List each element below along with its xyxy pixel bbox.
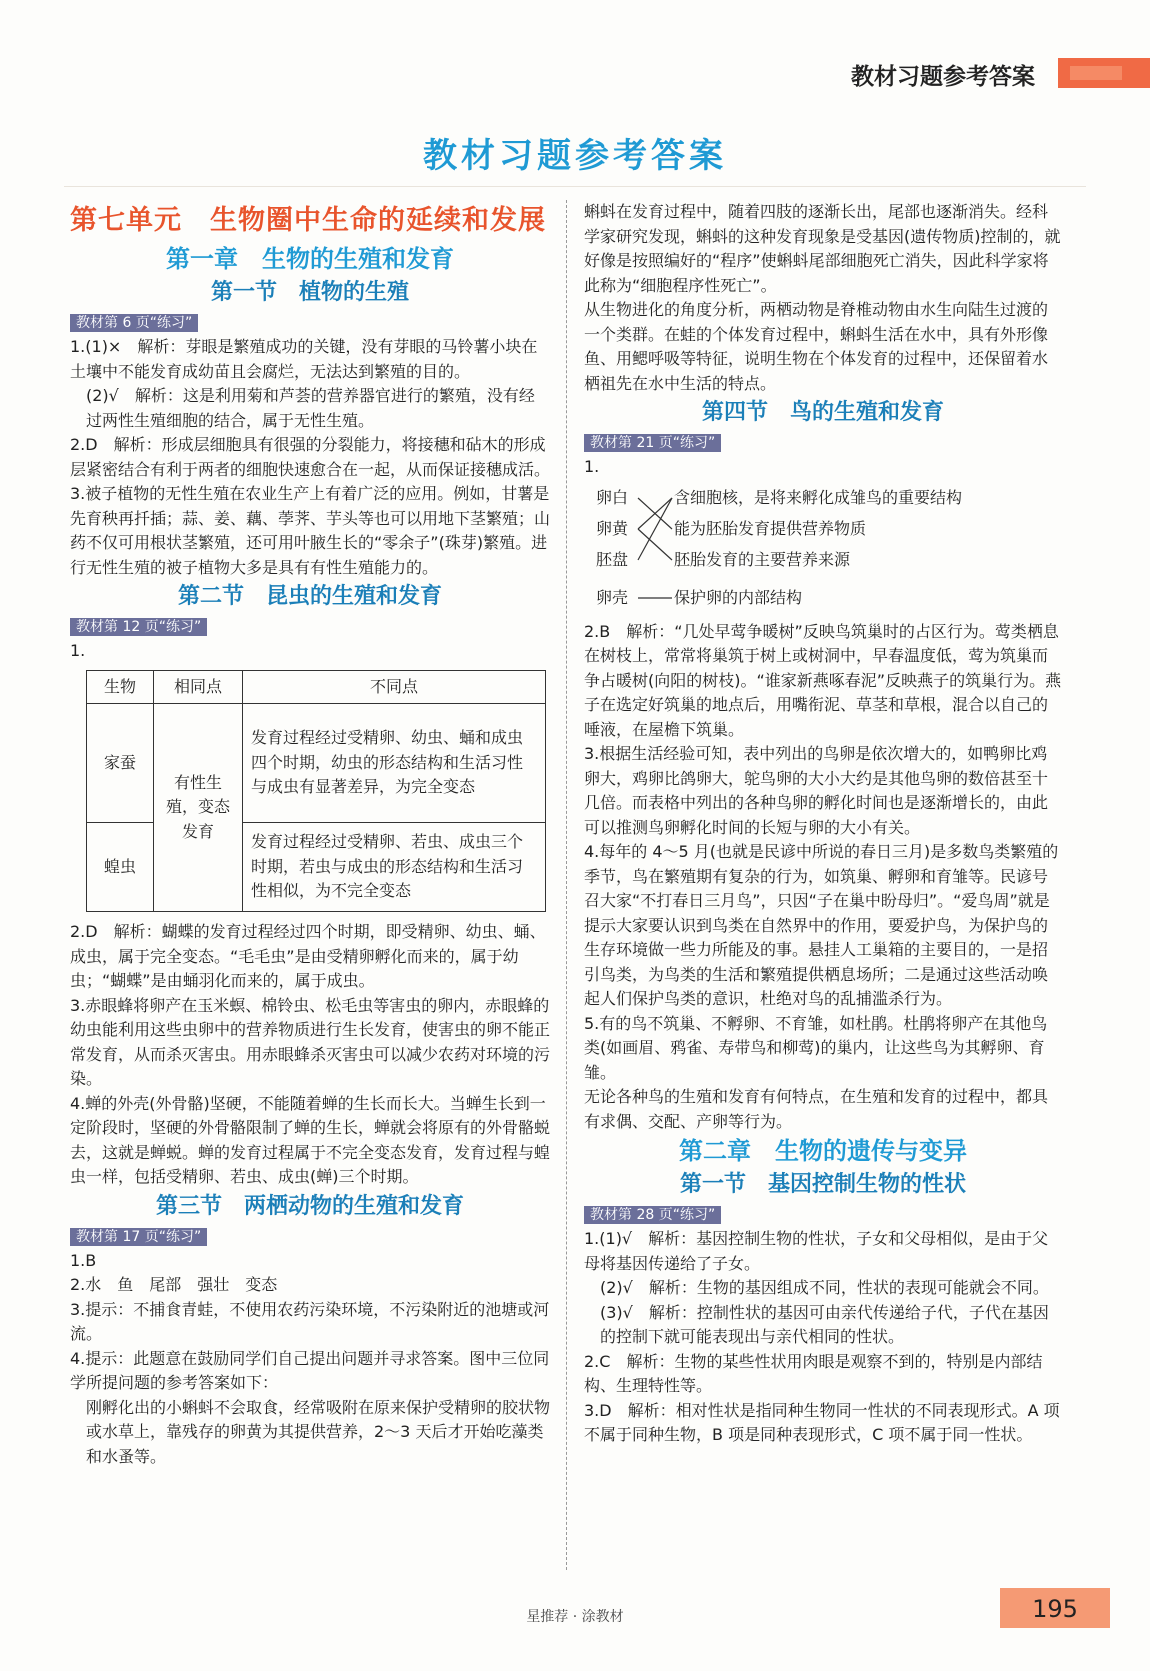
matching-diagram [596,486,1062,614]
table-header-cell: 生物 [87,670,154,704]
table-cell: 发育过程经过受精卵、幼虫、蛹和成虫四个时期，幼虫的形态结构和生活习性与成虫有显著差异，为完全变态 [243,704,546,823]
answer-item: (3)√ 解析：控制性状的基因可由亲代传递给子代，子代在基因的控制下就可能表现出与亲代相同的性状。 [600,1302,1049,1346]
answer-item: (2)√ 解析：生物的基因组成不同，性状的表现可能就会不同。 [600,1278,1049,1297]
answer-item: 4.提示：此题意在鼓励同学们自己提出问题并寻求答案。图中三位同学所提问题的参考答案如下： [70,1348,550,1392]
header-label: 教材习题参考答案 [851,64,1035,90]
exercise-tag: 教材第 12 页“练习” [70,618,207,636]
answer-item: 3.D 解析：相对性状是指同种生物同一性状的不同表现形式。A 项不属于同种生物，B 项是同种表现形式，C 项不属于同一性状。 [584,1400,1060,1444]
answer-item: 2.C 解析：生物的某些性状用肉眼是观察不到的，特别是内部结构、生理特性等。 [584,1351,1043,1395]
answer-item: 1.(1)× 解析：芽眼是繁殖成功的关键，没有芽眼的马铃薯小块在土壤中不能发育成幼苗且会腐烂，无法达到繁殖的目的。 [70,337,538,381]
match-right: 胚胎发育的主要营养来源 [674,549,851,569]
table-header-row [87,670,546,704]
exercise-tag: 教材第 6 页“练习” [70,314,198,332]
table-header-cell: 不同点 [243,670,546,704]
answer-item: 2.D 解析：蝴蝶的发育过程经过四个时期，即受精卵、幼虫、蛹、成虫，属于完全变态。“毛毛虫”是由受精卵孵化而来的，属于幼虫；“蝴蝶”是由蛹羽化而来的，属于成虫。 [70,922,546,990]
match-left: 卵壳 [596,587,629,607]
comparison-table [86,670,546,913]
unit-heading: 第七单元 生物圈中生命的延续和发展 [70,205,546,236]
answer-item: 刚孵化出的小蝌蚪不会取食，经常吸附在原来保护受精卵的胶状物或水草上，靠残存的卵黄为其提供营养，2～3 天后才开始吃藻类和水蚤等。 [86,1397,551,1466]
match-left: 胚盘 [596,549,629,569]
table-cell: 有性生殖，变态发育 [154,704,243,912]
matching-lines [636,486,676,614]
answer-item: 2.水 鱼 尾部 强壮 变态 [70,1275,278,1294]
answer-item: 4.蝉的外壳(外骨骼)坚硬，不能随着蝉的生长而长大。当蝉生长到一定阶段时，坚硬的外骨骼限制了蝉的生长，蝉就会将原有的外骨骼蜕去，这就是蝉蜕。蝉的发育过程属于不完全变态发育，发育过程与蝗虫一样，包括受精卵、若虫、成虫(蝉)三个时期。 [70,1093,551,1186]
column-divider [566,200,567,1570]
section-heading: 第四节 鸟的生殖和发育 [701,400,944,425]
answer-item: 3.根据生活经验可知，表中列出的鸟卵是依次增大的，如鸭卵比鸡卵大，鸡卵比鸽卵大，鸵鸟卵的大小大约是其他鸟卵的数倍甚至十几倍。而表格中列出的各种鸟卵的孵化时间也是逐渐增长的，由此可以推测鸟卵孵化时间的长短与卵的大小有关。 [584,744,1049,837]
answer-item: 2.B 解析：“几处早莺争暖树”反映鸟筑巢时的占区行为。莺类栖息在树枝上，常常将巢筑于树上或树洞中，早春温度低，莺为筑巢而争占暖树(向阳的树枝)。“谁家新燕啄春泥”反映燕子的筑巢行为。燕子在选定好筑巢的地点后，用嘴衔泥、草茎和草根，混合以自己的唾液，在屋檐下筑巢。 [584,621,1062,739]
match-right: 能为胚胎发育提供营养物质 [674,518,867,538]
match-right: 保护卵的内部结构 [674,587,803,607]
right-column [584,200,1062,1448]
answer-item: (2)√ 解析：这是利用菊和芦荟的营养器官进行的繁殖，没有经过两性生殖细胞的结合，属于无性生殖。 [86,386,535,430]
page-title: 教材习题参考答案 [423,136,727,176]
table-header-cell: 相同点 [154,670,243,704]
answer-item: 5.有的鸟不筑巢、不孵卵、不育雏，如杜鹃。杜鹃将卵产在其他鸟类(如画眉、鸦雀、寿带鸟和柳莺)的巢内，让这些鸟为其孵卵、育雏。 [584,1013,1048,1082]
answer-item: 2.D 解析：形成层细胞具有很强的分裂能力，将接穗和砧木的形成层紧密结合有利于两者的细胞快速愈合在一起，从而保证接穗成活。 [70,435,551,479]
answer-number: 1. [584,457,600,476]
chapter-heading: 第二章 生物的遗传与变异 [679,1137,967,1165]
exercise-tag: 教材第 28 页“练习” [584,1206,721,1224]
page-number: 195 [1000,1588,1110,1628]
section-heading: 第二节 昆虫的生殖和发育 [177,584,442,609]
answer-item: 1.(1)√ 解析：基因控制生物的性状，子女和父母相似，是由于父母将基因传递给了子女。 [584,1229,1049,1273]
answer-item: 3.被子植物的无性生殖在农业生产上有着广泛的应用。例如，甘薯是先育秧再扦插；蒜、姜、藕、荸荠、芋头等也可以用地下茎繁殖；山药不仅可用根状茎繁殖，还可用叶腋生长的“零余子”(珠芽)繁殖。进行无性生殖的被子植物大多是具有有性生殖能力的。 [70,484,551,577]
answer-item: 1.B [70,1250,97,1270]
section-heading: 第三节 两栖动物的生殖和发育 [155,1193,464,1219]
header-accent-bar [1058,58,1150,88]
answer-item: 4.每年的 4～5 月(也就是民谚中所说的春日三月)是多数鸟类繁殖的季节，鸟在繁殖期有复杂的行为，如筑巢、孵卵和育雏等。民谚号召大家“不打春日三月鸟”，只因“子在巢中盼母归”。“爱鸟周”就是提示大家要认识到鸟类在自然界中的作用，要爱护鸟，为保护鸟的生存环境做一些力所能及的事。悬挂人工巢箱的主要目的，一是招引鸟类，为鸟类的生活和繁殖提供栖息场所；二是通过这些活动唤起人们保护鸟类的意识，杜绝对鸟的乱捕滥杀行为。 [584,842,1059,1008]
table-cell: 发育过程经过受精卵、若虫、成虫三个时期，若虫与成虫的形态结构和生活习性相似，为不完全变态 [243,823,546,912]
match-left: 卵白 [596,487,629,507]
match-left: 卵黄 [596,518,629,538]
exercise-tag: 教材第 21 页“练习” [584,434,721,452]
table-cell: 蝗虫 [87,823,154,912]
table-cell: 家蚕 [87,704,154,823]
left-column [70,200,550,1469]
answer-paragraph: 从生物进化的角度分析，两栖动物是脊椎动物由水生向陆生过渡的一个类群。在蛙的个体发育过程中，蝌蚪生活在水中，具有外形像鱼、用鳃呼吸等特征，说明生物在个体发育的过程中，还保留着水栖祖先在水中生活的特点。 [584,300,1049,393]
match-right: 含细胞核，是将来孵化成雏鸟的重要结构 [674,487,963,507]
answer-item: 无论各种鸟的生殖和发育有何特点，在生殖和发育的过程中，都具有求偶、交配、产卵等行为。 [584,1087,1049,1131]
section-heading: 第一节 基因控制生物的性状 [679,1172,966,1197]
answer-number: 1. [70,641,86,660]
table-row [87,704,546,823]
section-heading: 第一节 植物的生殖 [210,280,409,305]
exercise-tag: 教材第 17 页“练习” [70,1228,207,1246]
answer-item: 3.赤眼蜂将卵产在玉米螟、棉铃虫、松毛虫等害虫的卵内，赤眼蜂的幼虫能利用这些虫卵中的营养物质进行生长发育，使害虫的卵不能正常发育，从而杀灭害虫。用赤眼蜂杀灭害虫可以减少农药对环境的污染。 [70,995,551,1088]
answer-item: 3.提示：不捕食青蛙，不使用农药污染环境，不污染附近的池塘或河流。 [70,1299,550,1343]
chapter-heading: 第一章 生物的生殖和发育 [166,245,454,273]
divider-line [64,186,1086,187]
answer-paragraph: 蝌蚪在发育过程中，随着四肢的逐渐长出，尾部也逐渐消失。经科学家研究发现，蝌蚪的这种发育现象是受基因(遗传物质)控制的，就好像是按照编好的“程序”使蝌蚪尾部细胞死亡消失，因此科学家将此称为“细胞程序性死亡”。 [584,202,1061,295]
footer-brand: 星推荐 · 涂教材 [526,1609,624,1625]
